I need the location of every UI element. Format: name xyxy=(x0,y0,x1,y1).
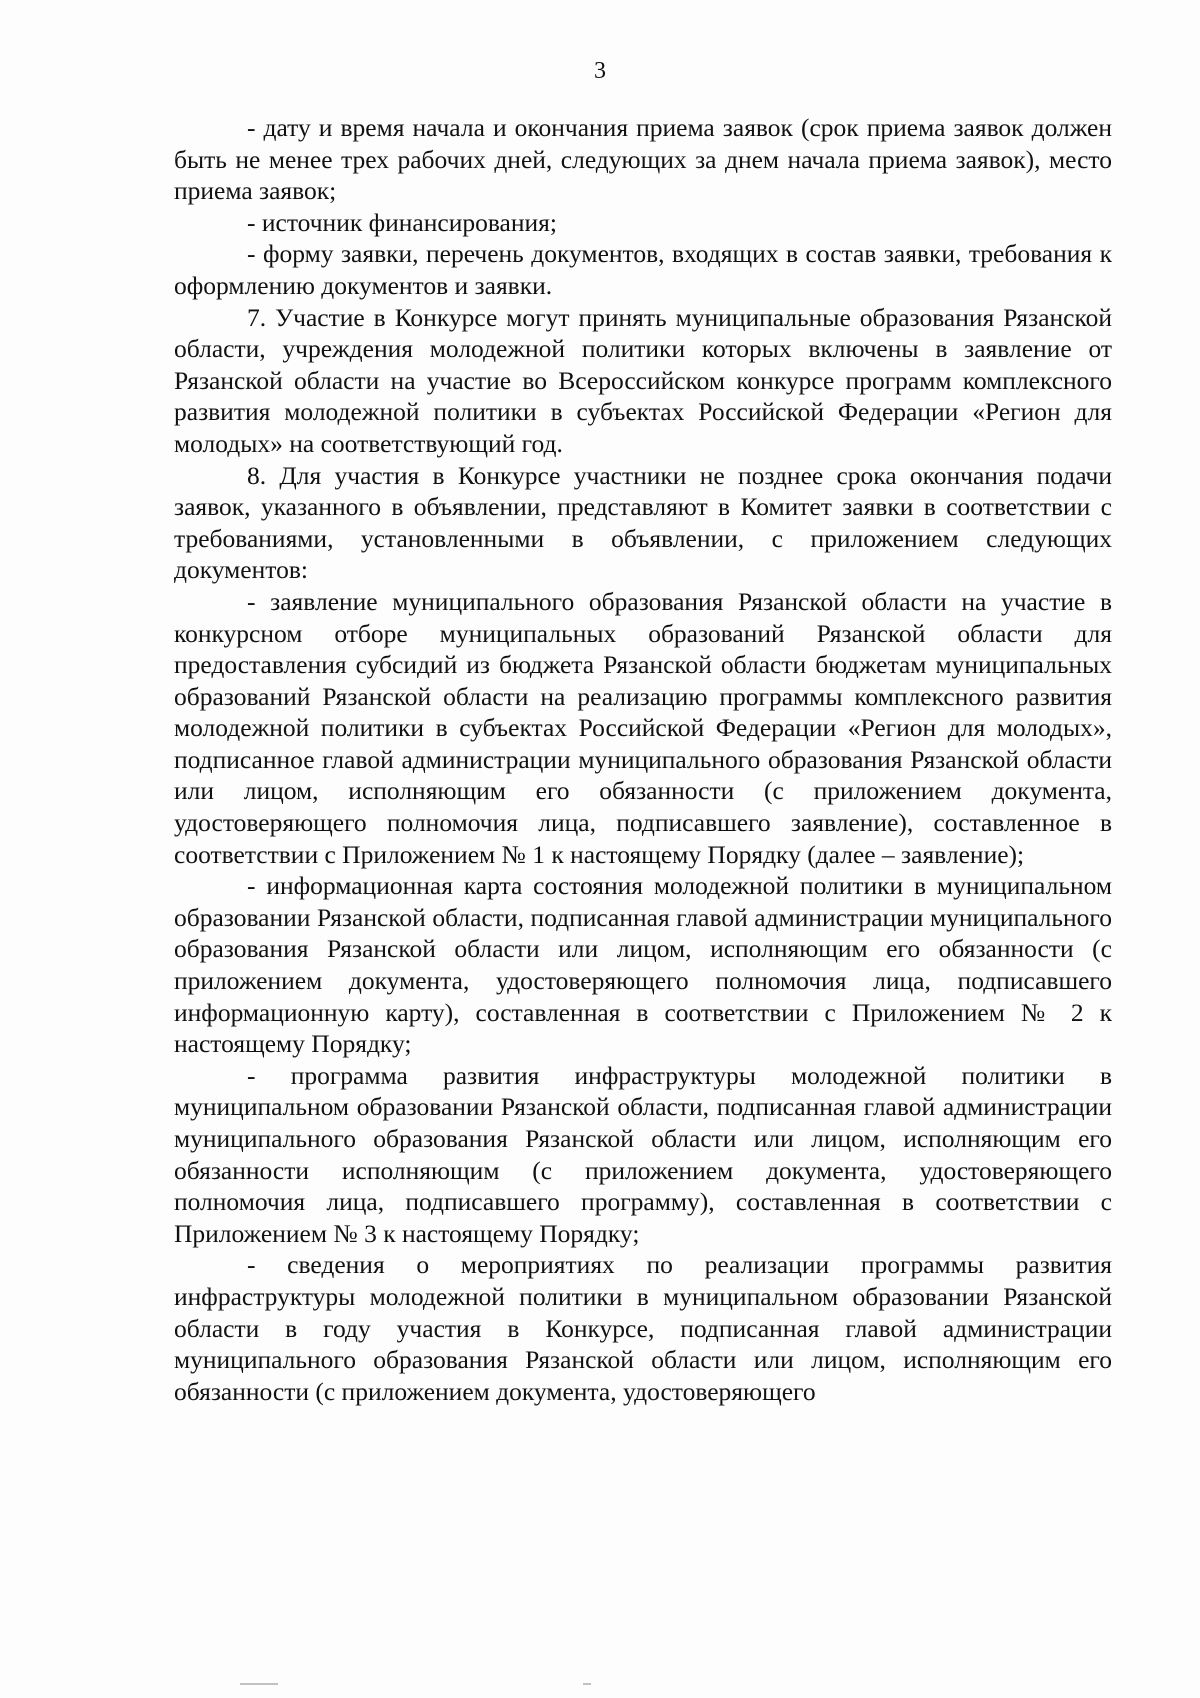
paragraph-information-card: - информационная карта состояния молодежной политики в муниципальном образовании Рязанской области, подписанная главой администрации муниципального образования Рязанской области или лицом, исполняющим его обязанности (с приложением документа, удостоверяющего полномочия лица, подписавшего информационную карту), составленная в соответствии с Приложением № 2 к настоящему Порядку; xyxy=(174,871,1112,1059)
paragraph-infrastructure-program: - программа развития инфраструктуры молодежной политики в муниципальном образовании Рязанской области, подписанная главой администрации муниципального образования Рязанской области или лицом, исполняющим его обязанности исполняющим (с приложением документа, удостоверяющего полномочия лица, подписавшего программу), составленная в соответствии с Приложением № 3 к настоящему Порядку; xyxy=(174,1060,1112,1248)
document-body xyxy=(174,112,1112,1407)
paragraph-funding-source: - источник финансирования; xyxy=(247,207,557,237)
scan-artifact-mark xyxy=(240,1683,278,1685)
paragraph-events-information: - сведения о мероприятиях по реализации программы развития инфраструктуры молодежной политики в муниципальном образовании Рязанской области в году участия в Конкурсе, подписанная главой администрации муниципального образования Рязанской области или лицом, исполняющим его обязанности (с приложением документа, удостоверяющего xyxy=(174,1250,1112,1406)
scan-artifact-mark xyxy=(583,1683,591,1685)
paragraph-section-7: 7. Участие в Конкурсе могут принять муниципальные образования Рязанской области, учреждения молодежной политики которых включены в заявление от Рязанской области на участие во Всероссийском конкурсе программ комплексного развития молодежной политики в субъектах Российской Федерации «Регион для молодых» на соответствующий год. xyxy=(174,302,1112,458)
paragraph-application-dates: - дату и время начала и окончания приема заявок (срок приема заявок должен быть не менее трех рабочих дней, следующих за днем начала приема заявок), место приема заявок; xyxy=(174,113,1112,206)
page-number: 3 xyxy=(594,58,606,84)
paragraph-application-statement: - заявление муниципального образования Рязанской области на участие в конкурсном отборе муниципальных образований Рязанской области для предоставления субсидий из бюджета Рязанской области бюджетам муниципальных образований Рязанской области на реализацию программы комплексного развития молодежной политики в субъектах Российской Федерации «Регион для молодых», подписанное главой администрации муниципального образования Рязанской области или лицом, исполняющим его обязанности (с приложением документа, удостоверяющего полномочия лица, подписавшего заявление), составленное в соответствии с Приложением № 1 к настоящему Порядку (далее – заявление); xyxy=(174,586,1112,869)
paragraph-section-8: 8. Для участия в Конкурсе участники не позднее срока окончания подачи заявок, указанного в объявлении, представляют в Комитет заявки в соответствии с требованиями, установленными в объявлении, с приложением следующих документов: xyxy=(174,460,1112,585)
paragraph-application-form: - форму заявки, перечень документов, входящих в состав заявки, требования к оформлению документов и заявки. xyxy=(174,239,1112,300)
